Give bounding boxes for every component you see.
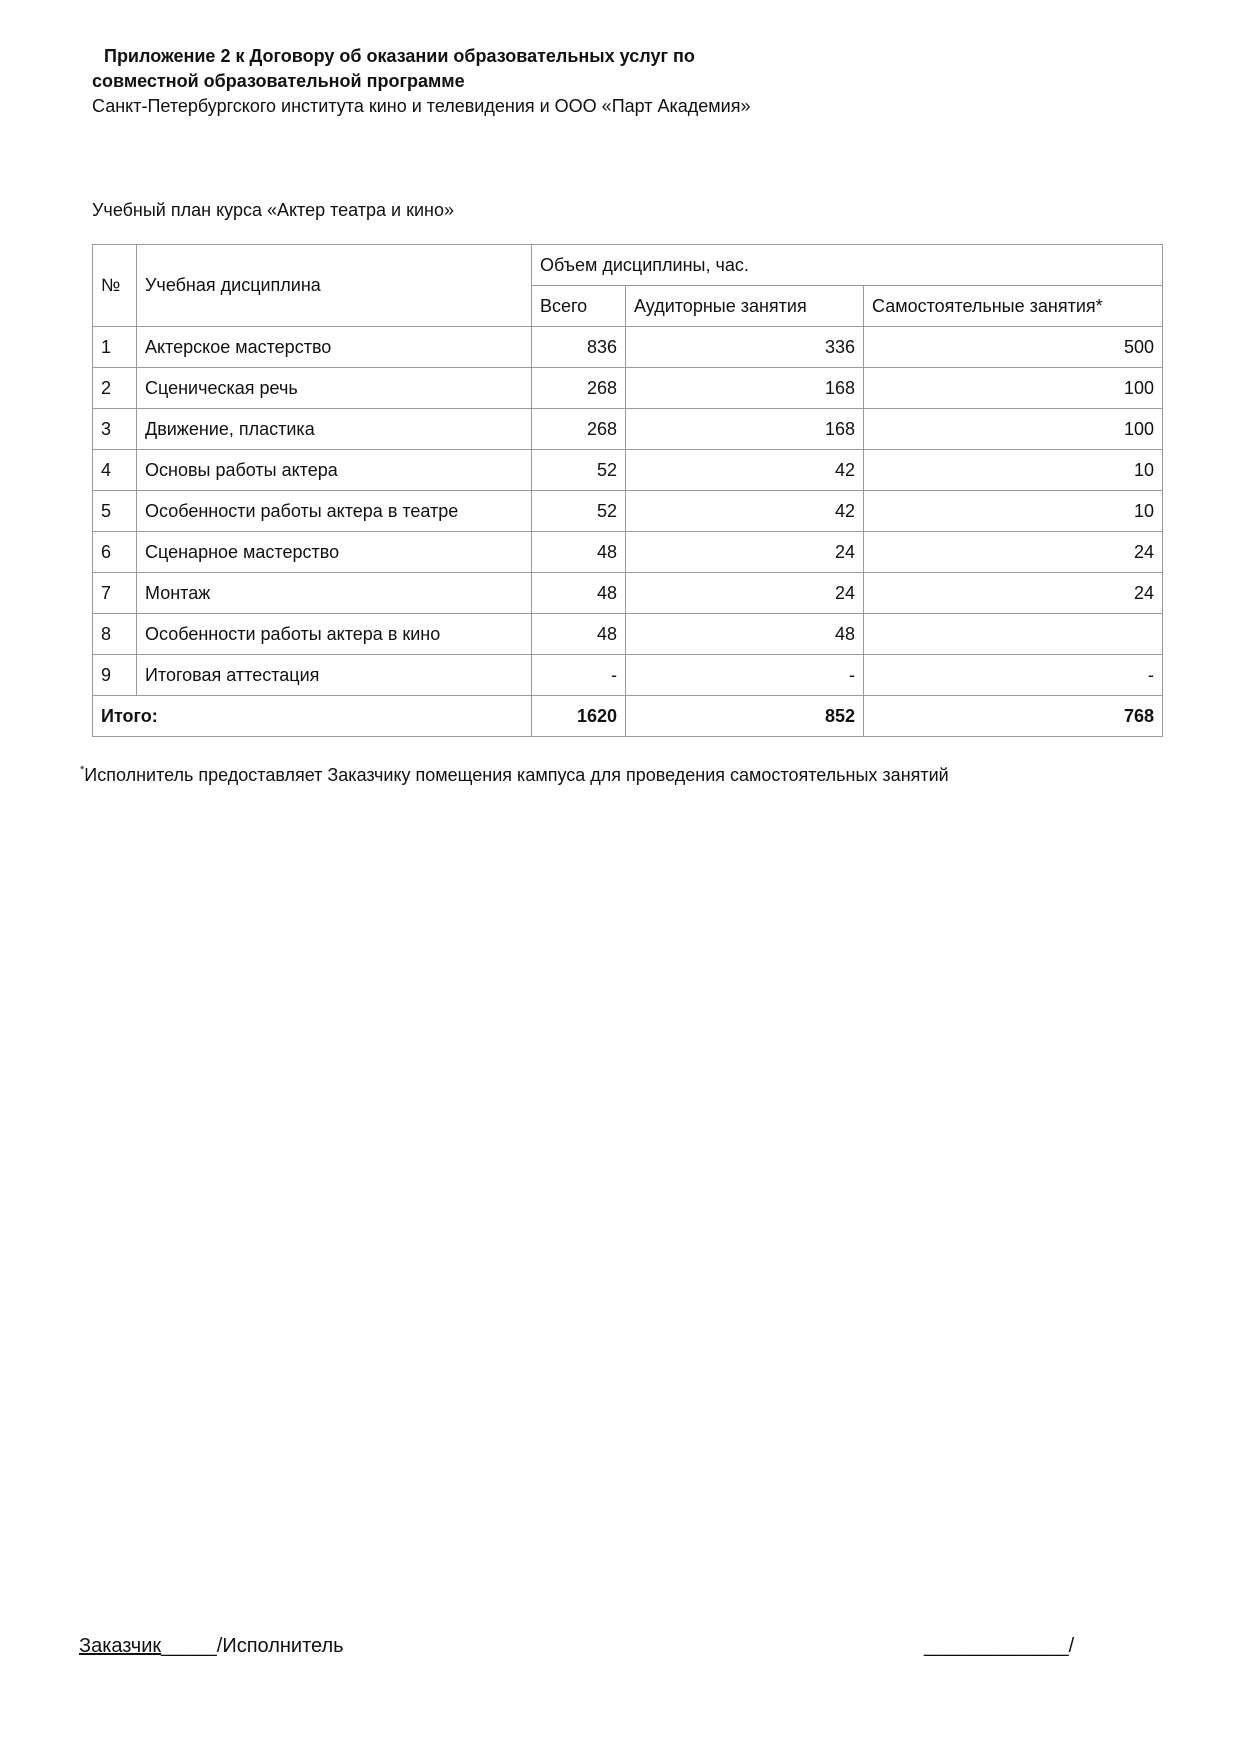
row-independent: 10 — [864, 491, 1163, 532]
signature-block-left — [79, 1633, 344, 1659]
row-total: 268 — [532, 368, 626, 409]
document-header — [92, 44, 912, 119]
row-discipline: Монтаж — [137, 573, 532, 614]
row-classroom: - — [626, 655, 864, 696]
row-independent: 100 — [864, 409, 1163, 450]
plan-title: Учебный план курса «Актер театра и кино» — [92, 200, 455, 220]
header-independent: Самостоятельные занятия* — [864, 286, 1163, 327]
total-independent: 768 — [864, 696, 1163, 737]
row-classroom: 168 — [626, 409, 864, 450]
footnote-marker: * — [80, 764, 85, 776]
row-independent: 24 — [864, 532, 1163, 573]
row-classroom: 24 — [626, 532, 864, 573]
row-discipline: Особенности работы актера в кино — [137, 614, 532, 655]
row-number: 2 — [93, 368, 137, 409]
total-classroom: 852 — [626, 696, 864, 737]
row-discipline: Особенности работы актера в театре — [137, 491, 532, 532]
customer-label: Заказчик — [79, 1635, 162, 1657]
row-discipline: Сценарное мастерство — [137, 532, 532, 573]
table-row — [93, 327, 1163, 368]
row-independent: 10 — [864, 450, 1163, 491]
footnote-text: Исполнитель предоставляет Заказчику помещения кампуса для проведения самостоятельных занятий — [84, 765, 949, 785]
curriculum-table — [92, 244, 1163, 737]
row-total: 48 — [532, 573, 626, 614]
row-total: 52 — [532, 450, 626, 491]
row-total: - — [532, 655, 626, 696]
row-number: 5 — [93, 491, 137, 532]
row-number: 9 — [93, 655, 137, 696]
customer-signature-line: _____ — [161, 1635, 217, 1657]
row-number: 3 — [93, 409, 137, 450]
table-row — [93, 655, 1163, 696]
header-line-3: Санкт-Петербургского института кино и телевидения и ООО «Парт Академия» — [92, 96, 751, 116]
table-total-row — [93, 696, 1163, 737]
header-line-1: Приложение 2 к Договору об оказании образовательных услуг по — [104, 46, 695, 66]
row-classroom: 24 — [626, 573, 864, 614]
row-total: 268 — [532, 409, 626, 450]
total-label: Итого: — [93, 696, 532, 737]
table-row — [93, 532, 1163, 573]
table-row — [93, 368, 1163, 409]
footnote — [80, 763, 949, 787]
row-classroom: 42 — [626, 491, 864, 532]
row-number: 4 — [93, 450, 137, 491]
row-independent: 500 — [864, 327, 1163, 368]
table-row — [93, 491, 1163, 532]
header-classroom: Аудиторные занятия — [626, 286, 864, 327]
row-independent — [864, 614, 1163, 655]
header-discipline: Учебная дисциплина — [137, 245, 532, 327]
row-number: 7 — [93, 573, 137, 614]
row-independent: - — [864, 655, 1163, 696]
total-sum: 1620 — [532, 696, 626, 737]
header-total: Всего — [532, 286, 626, 327]
executor-signature-line: _____________/ — [924, 1635, 1075, 1657]
row-total: 52 — [532, 491, 626, 532]
row-total: 836 — [532, 327, 626, 368]
row-classroom: 336 — [626, 327, 864, 368]
row-discipline: Актерское мастерство — [137, 327, 532, 368]
row-number: 1 — [93, 327, 137, 368]
row-discipline: Итоговая аттестация — [137, 655, 532, 696]
row-independent: 24 — [864, 573, 1163, 614]
executor-label: /Исполнитель — [216, 1635, 344, 1657]
header-volume-group: Объем дисциплины, час. — [532, 245, 1163, 286]
row-number: 8 — [93, 614, 137, 655]
table-row — [93, 573, 1163, 614]
header-number: № — [93, 245, 137, 327]
table-row — [93, 450, 1163, 491]
row-classroom: 48 — [626, 614, 864, 655]
row-number: 6 — [93, 532, 137, 573]
header-line-2: совместной образовательной программе — [92, 71, 465, 91]
row-classroom: 42 — [626, 450, 864, 491]
table-row — [93, 614, 1163, 655]
row-total: 48 — [532, 532, 626, 573]
row-total: 48 — [532, 614, 626, 655]
table-row — [93, 409, 1163, 450]
row-discipline: Основы работы актера — [137, 450, 532, 491]
row-classroom: 168 — [626, 368, 864, 409]
row-independent: 100 — [864, 368, 1163, 409]
table-header-row — [93, 245, 1163, 286]
row-discipline: Сценическая речь — [137, 368, 532, 409]
row-discipline: Движение, пластика — [137, 409, 532, 450]
